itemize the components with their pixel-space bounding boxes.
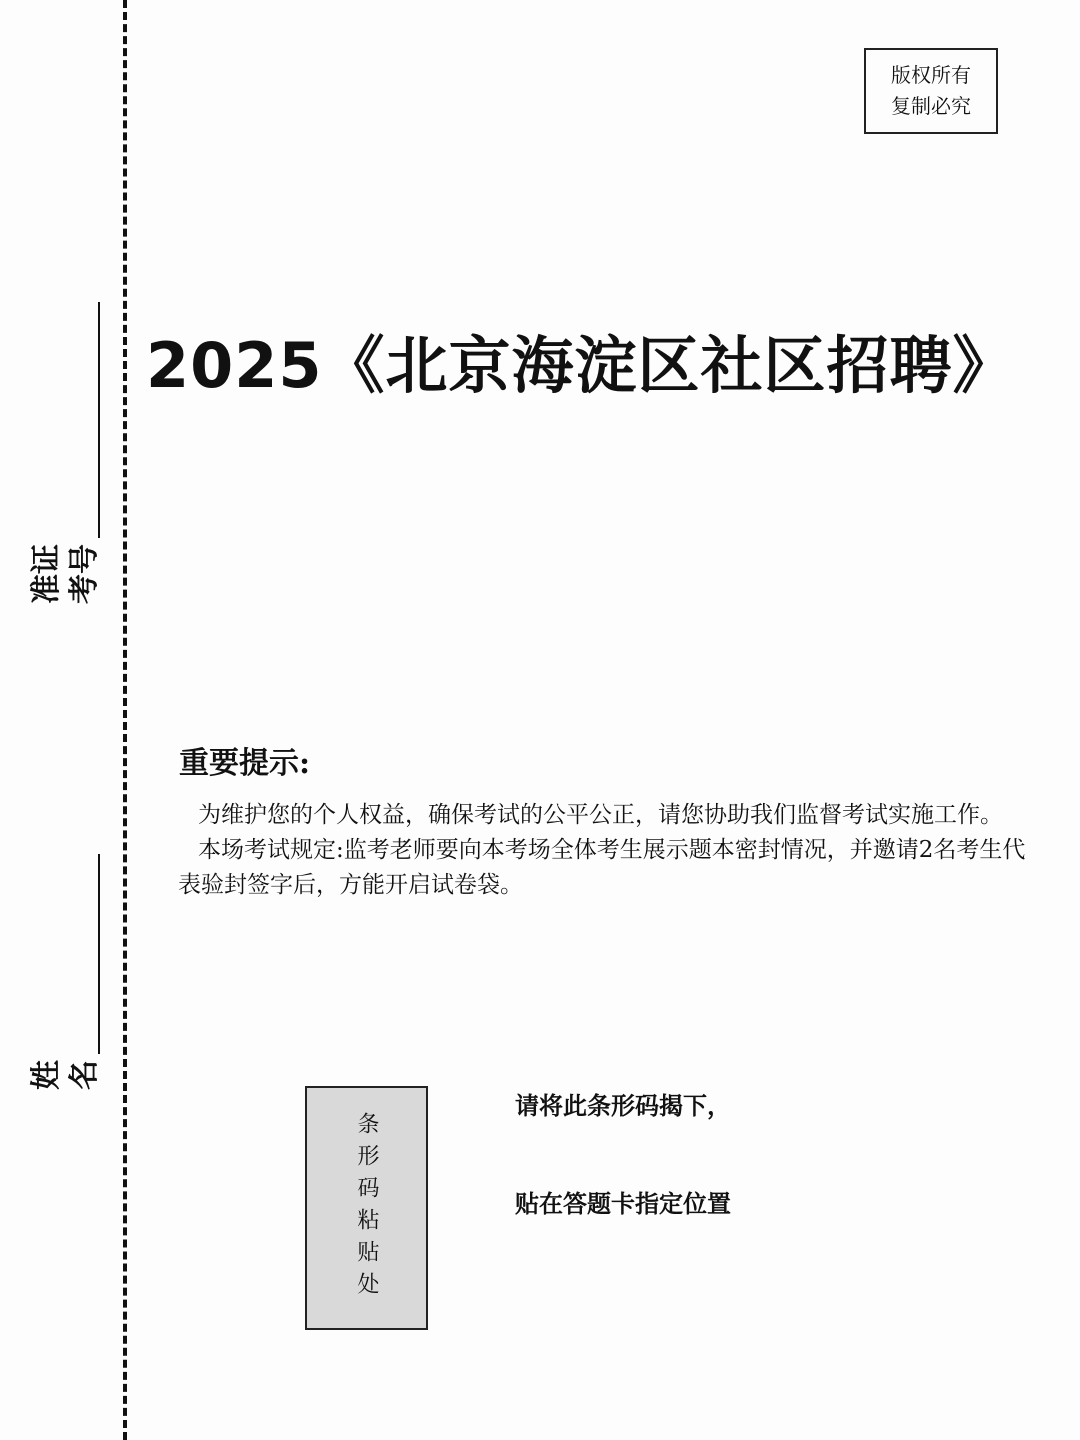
notice-paragraph-1: 为维护您的个人权益，确保考试的公平公正，请您协助我们监督考试实施工作。 (198, 802, 1003, 828)
notice-body (178, 798, 1038, 903)
barcode-paste-area (305, 1086, 428, 1330)
name-field (28, 854, 104, 1090)
notice-paragraph-2: 本场考试规定:监考老师要向本考场全体考生展示题本密封情况，并邀请2名考生代表验封签字后，方能开启试卷袋。 (178, 837, 1026, 898)
barcode-instruction-1: 请将此条形码揭下， (515, 1092, 731, 1120)
notice-heading: 重要提示: (179, 746, 311, 781)
copyright-box (864, 48, 998, 134)
exam-number-label-line-1: 准证 (29, 544, 64, 604)
name-label-2 (66, 1060, 104, 1090)
copyright-line-1: 版权所有 (891, 63, 971, 87)
seal-dashed-line (123, 0, 127, 1440)
exam-title: 2025《北京海淀区社区招聘》 (146, 329, 1016, 402)
barcode-box-label: 条形码粘贴处 (354, 1112, 379, 1304)
copyright-line-2: 复制必究 (891, 94, 971, 118)
name-label-line-1: 姓 (29, 1060, 64, 1090)
exam-number-label (28, 544, 104, 604)
exam-number-blank[interactable] (98, 302, 100, 538)
exam-number-field (28, 302, 104, 604)
barcode-instruction-2: 贴在答题卡指定位置 (515, 1190, 731, 1218)
name-label-line-2: 名 (67, 1060, 102, 1090)
exam-number-label-line-2: 考号 (67, 544, 102, 604)
name-blank[interactable] (98, 854, 100, 1054)
name-label (28, 1060, 66, 1090)
